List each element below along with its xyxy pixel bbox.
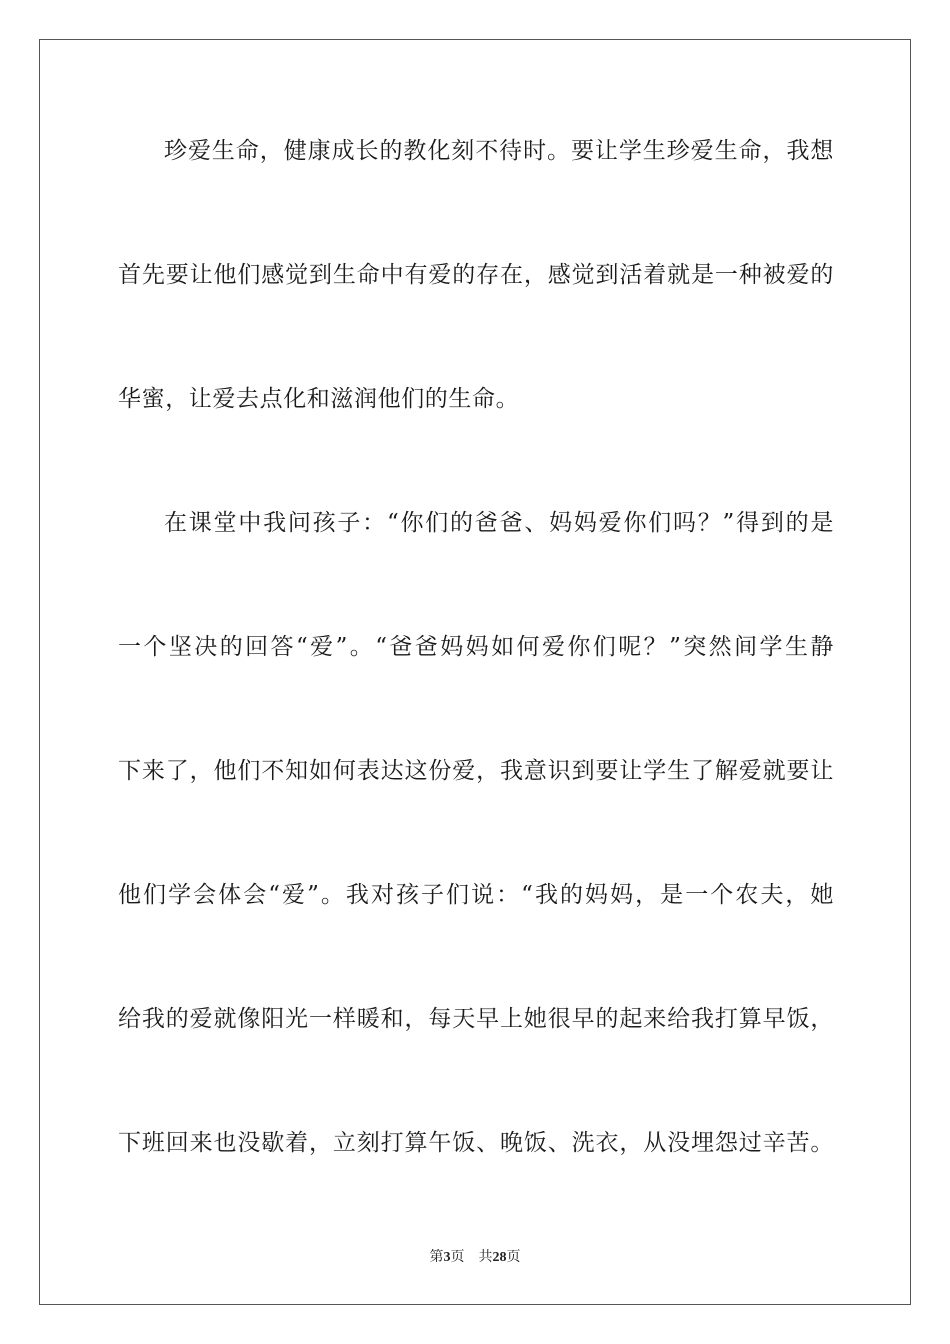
total-label-suffix: 页 — [506, 1249, 521, 1265]
paragraph-2-line-2: 一个坚决的回答“爱”。“爸爸妈妈如何爱你们呢？”突然间学生静 — [118, 634, 834, 660]
paragraph-1-line-2: 首先要让他们感觉到生命中有爱的存在，感觉到活着就是一种被爱的 — [118, 262, 834, 288]
page-footer — [0, 1248, 950, 1267]
page-border — [39, 39, 911, 1305]
paragraph-2-line-4: 他们学会体会“爱”。我对孩子们说：“我的妈妈，是一个农夫，她 — [118, 882, 834, 908]
paragraph-2-line-5: 给我的爱就像阳光一样暖和，每天早上她很早的起来给我打算早饭， — [118, 1006, 834, 1032]
paragraph-2-line-3: 下来了，他们不知如何表达这份爱，我意识到要让学生了解爱就要让 — [118, 758, 834, 784]
page-number: 3 — [443, 1250, 451, 1265]
paragraph-1-line-1: 珍爱生命，健康成长的教化刻不待时。要让学生珍爱生命，我想 — [164, 138, 834, 164]
page-label-suffix: 页 — [450, 1249, 465, 1265]
total-label-prefix: 共 — [478, 1249, 493, 1265]
paragraph-2-line-6: 下班回来也没歇着，立刻打算午饭、晚饭、洗衣，从没埋怨过辛苦。 — [118, 1130, 834, 1156]
page-label-prefix: 第 — [429, 1249, 444, 1265]
paragraph-2-line-1: 在课堂中我问孩子：“你们的爸爸、妈妈爱你们吗？”得到的是 — [164, 510, 834, 536]
total-pages: 28 — [492, 1250, 507, 1265]
paragraph-1-line-3: 华蜜，让爱去点化和滋润他们的生命。 — [118, 386, 520, 412]
